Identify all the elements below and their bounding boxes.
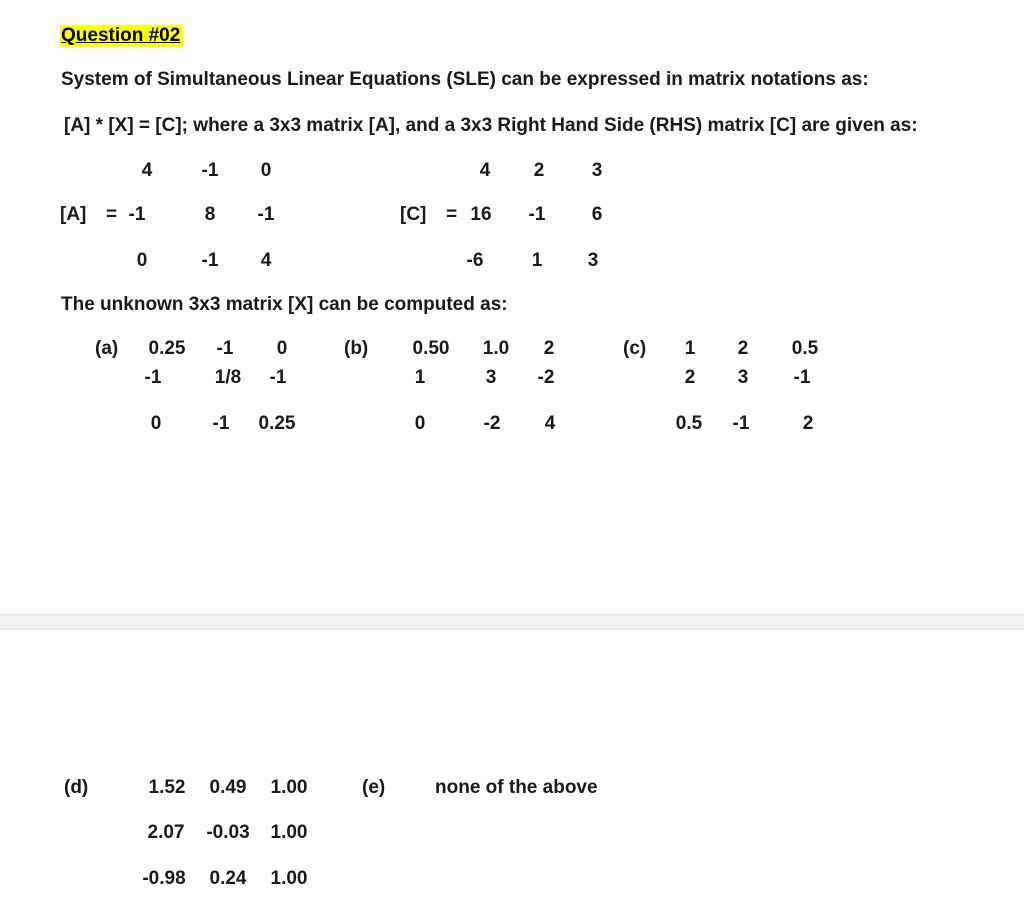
matrix-cell: 0.5: [675, 413, 703, 434]
matrix-cell: 2: [737, 338, 749, 359]
matrix-cell: 0: [260, 160, 272, 181]
option-label: (e): [362, 777, 386, 798]
matrix-cell: -1: [201, 250, 219, 271]
matrix-cell: 6: [591, 204, 603, 225]
matrix-cell: 1.52: [148, 777, 186, 798]
option-label: (c): [623, 338, 647, 359]
matrix-cell: 0: [414, 413, 426, 434]
matrix-cell: 16: [470, 204, 492, 225]
matrix-cell: 1/8: [214, 367, 242, 388]
matrix-cell: -1: [257, 204, 275, 225]
matrix-c-label: [C]: [400, 204, 427, 225]
matrix-cell: 0.49: [209, 777, 247, 798]
matrix-cell: -1: [732, 413, 750, 434]
matrix-cell: -0.03: [206, 822, 250, 843]
matrix-cell: 4: [479, 160, 491, 181]
matrix-c-equals: =: [446, 204, 458, 225]
matrix-cell: 1.00: [270, 777, 308, 798]
matrix-cell: 1: [684, 338, 696, 359]
matrix-cell: 0.5: [791, 338, 819, 359]
matrix-cell: 3: [587, 250, 599, 271]
intro-text: System of Simultaneous Linear Equations (SLE) can be expressed in matrix notations as:: [61, 69, 869, 90]
matrix-cell: -1: [128, 204, 146, 225]
matrix-cell: -1: [212, 413, 230, 434]
matrix-cell: -1: [793, 367, 811, 388]
matrix-cell: -6: [466, 250, 484, 271]
matrix-cell: 2: [533, 160, 545, 181]
matrix-a-label: [A]: [60, 204, 87, 225]
option-label: (a): [95, 338, 119, 359]
matrix-cell: 0: [150, 413, 162, 434]
matrix-cell: -2: [483, 413, 501, 434]
matrix-cell: 4: [544, 413, 556, 434]
matrix-cell: 2.07: [147, 822, 185, 843]
option-e-text: none of the above: [435, 777, 598, 798]
matrix-cell: -0.98: [142, 868, 186, 889]
matrix-cell: 2: [543, 338, 555, 359]
matrix-cell: -1: [269, 367, 287, 388]
matrix-cell: 3: [737, 367, 749, 388]
matrix-cell: 8: [204, 204, 216, 225]
matrix-cell: 0: [136, 250, 148, 271]
option-label: (b): [344, 338, 369, 359]
equation-text: [A] * [X] = [C]; where a 3x3 matrix [A], and a 3x3 Right Hand Side (RHS) matrix [C] are given as:: [64, 115, 918, 136]
matrix-cell: -1: [144, 367, 162, 388]
matrix-cell: -1: [528, 204, 546, 225]
matrix-cell: 1: [531, 250, 543, 271]
matrix-cell: 1: [414, 367, 426, 388]
matrix-cell: 1.0: [482, 338, 510, 359]
matrix-cell: 3: [485, 367, 497, 388]
matrix-cell: 0.25: [258, 413, 296, 434]
matrix-cell: 2: [802, 413, 814, 434]
matrix-cell: 4: [260, 250, 272, 271]
matrix-cell: 0.50: [412, 338, 450, 359]
matrix-cell: -2: [537, 367, 555, 388]
matrix-cell: -1: [201, 160, 219, 181]
matrix-cell: 3: [591, 160, 603, 181]
matrix-cell: 4: [141, 160, 153, 181]
unknown-text: The unknown 3x3 matrix [X] can be computed as:: [61, 294, 508, 315]
matrix-a-equals: =: [106, 204, 118, 225]
matrix-cell: 1.00: [270, 868, 308, 889]
matrix-cell: 0.24: [209, 868, 247, 889]
matrix-cell: 0: [276, 338, 288, 359]
matrix-cell: 0.25: [148, 338, 186, 359]
matrix-cell: 1.00: [270, 822, 308, 843]
matrix-cell: 2: [684, 367, 696, 388]
question-title: Question #02: [60, 25, 183, 47]
page-divider: [0, 614, 1024, 630]
matrix-cell: -1: [216, 338, 234, 359]
option-label: (d): [64, 777, 89, 798]
